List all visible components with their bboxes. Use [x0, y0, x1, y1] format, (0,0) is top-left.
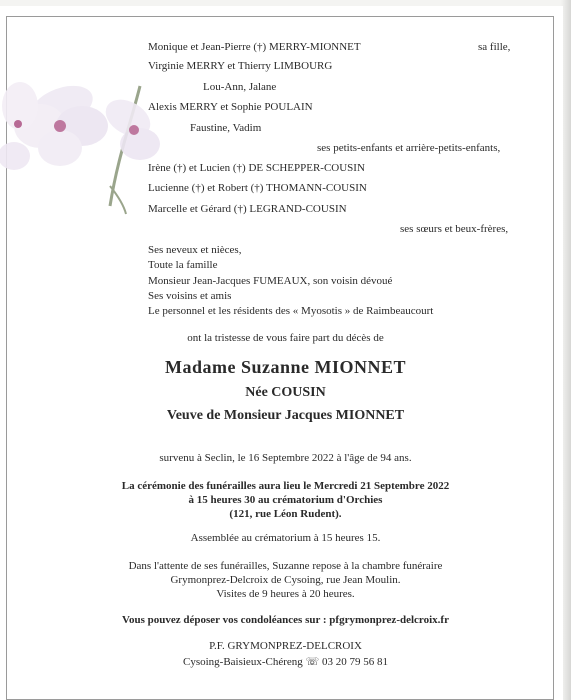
maiden-name: Née COUSIN — [245, 385, 326, 400]
family-line: Alexis MERRY et Sophie POULAIN — [148, 101, 313, 113]
assembly-text: Assemblée au crématorium à 15 heures 15. — [190, 532, 381, 544]
rest-line: Visites de 9 heures à 20 heures. — [216, 588, 355, 600]
family-line: Lou-Ann, Jalane — [203, 81, 277, 93]
relation-label: ses petits-enfants et arrière-petits-enfants, — [317, 142, 501, 154]
deceased-name: Madame Suzanne MIONNET — [164, 357, 406, 377]
family-line: Le personnel et les résidents des « Myosotis » de Raimbeaucourt — [148, 305, 434, 317]
family-line: Irène (†) et Lucien (†) DE SCHEPPER-COUSIN — [148, 162, 365, 174]
condolences-text: Vous pouvez déposer vos condoléances sur : pfgrymonprez-delcroix.fr — [122, 614, 449, 626]
orchid-illustration — [0, 66, 170, 216]
death-info: survenu à Seclin, le 16 Septembre 2022 à l'âge de 94 ans. — [159, 452, 412, 464]
family-line: Virginie MERRY et Thierry LIMBOURG — [148, 60, 333, 72]
relation-label: ses sœurs et beux-frères, — [400, 223, 509, 235]
family-line: Marcelle et Gérard (†) LEGRAND-COUSIN — [148, 203, 347, 215]
rest-line: Dans l'attente de ses funérailles, Suzanne repose à la chambre funéraire — [128, 560, 443, 572]
company-phone: 03 20 79 56 81 — [322, 656, 389, 668]
phone-icon: ☏ — [305, 656, 320, 668]
company-address: Cysoing-Baisieux-Chéreng — [182, 656, 303, 668]
ceremony-line: (121, rue Léon Rudent). — [229, 508, 342, 520]
ceremony-line: La cérémonie des funérailles aura lieu le Mercredi 21 Septembre 2022 — [121, 480, 450, 492]
ceremony-line: à 15 heures 30 au crématorium d'Orchies — [188, 494, 383, 506]
widow-of: Veuve de Monsieur Jacques MIONNET — [166, 408, 405, 423]
family-line: Monsieur Jean-Jacques FUMEAUX, son voisin dévoué — [148, 275, 393, 287]
family-line: Ses neveux et nièces, — [148, 244, 242, 256]
family-line: Monique et Jean-Pierre (†) MERRY-MIONNET — [148, 41, 361, 53]
family-line: Faustine, Vadim — [190, 122, 262, 134]
announcement-text: ont la tristesse de vous faire part du décès de — [187, 332, 384, 344]
rest-line: Grymonprez-Delcroix de Cysoing, rue Jean Moulin. — [170, 574, 401, 586]
relation-label: sa fille, — [478, 41, 511, 53]
company-contact — [0, 655, 571, 668]
family-line: Toute la famille — [148, 259, 218, 271]
family-line: Ses voisins et amis — [148, 290, 232, 302]
family-line: Lucienne (†) et Robert (†) THOMANN-COUSIN — [148, 182, 367, 194]
funeral-company: P.F. GRYMONPREZ-DELCROIX — [209, 640, 362, 652]
